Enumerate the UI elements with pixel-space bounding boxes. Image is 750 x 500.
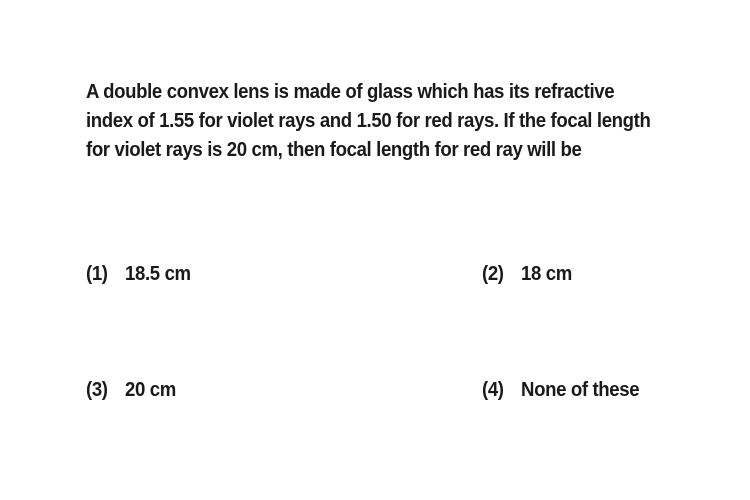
question-text xyxy=(86,78,651,165)
option-text: 18 cm xyxy=(521,263,572,285)
question-line: A double convex lens is made of glass which has its refractive xyxy=(86,81,615,103)
question-line: for violet rays is 20 cm, then focal length for red ray will be xyxy=(86,139,582,161)
option-number: (1) xyxy=(86,263,108,285)
option-4[interactable] xyxy=(482,377,639,403)
option-text: None of these xyxy=(521,379,640,401)
option-text: 20 cm xyxy=(125,379,176,401)
option-number: (2) xyxy=(482,263,504,285)
option-3[interactable] xyxy=(86,377,176,403)
question-line: index of 1.55 for violet rays and 1.50 for red rays. If the focal length xyxy=(86,110,651,132)
option-2[interactable] xyxy=(482,261,572,287)
option-number: (3) xyxy=(86,379,108,401)
option-number: (4) xyxy=(482,379,504,401)
option-1[interactable] xyxy=(86,261,191,287)
option-text: 18.5 cm xyxy=(125,263,191,285)
